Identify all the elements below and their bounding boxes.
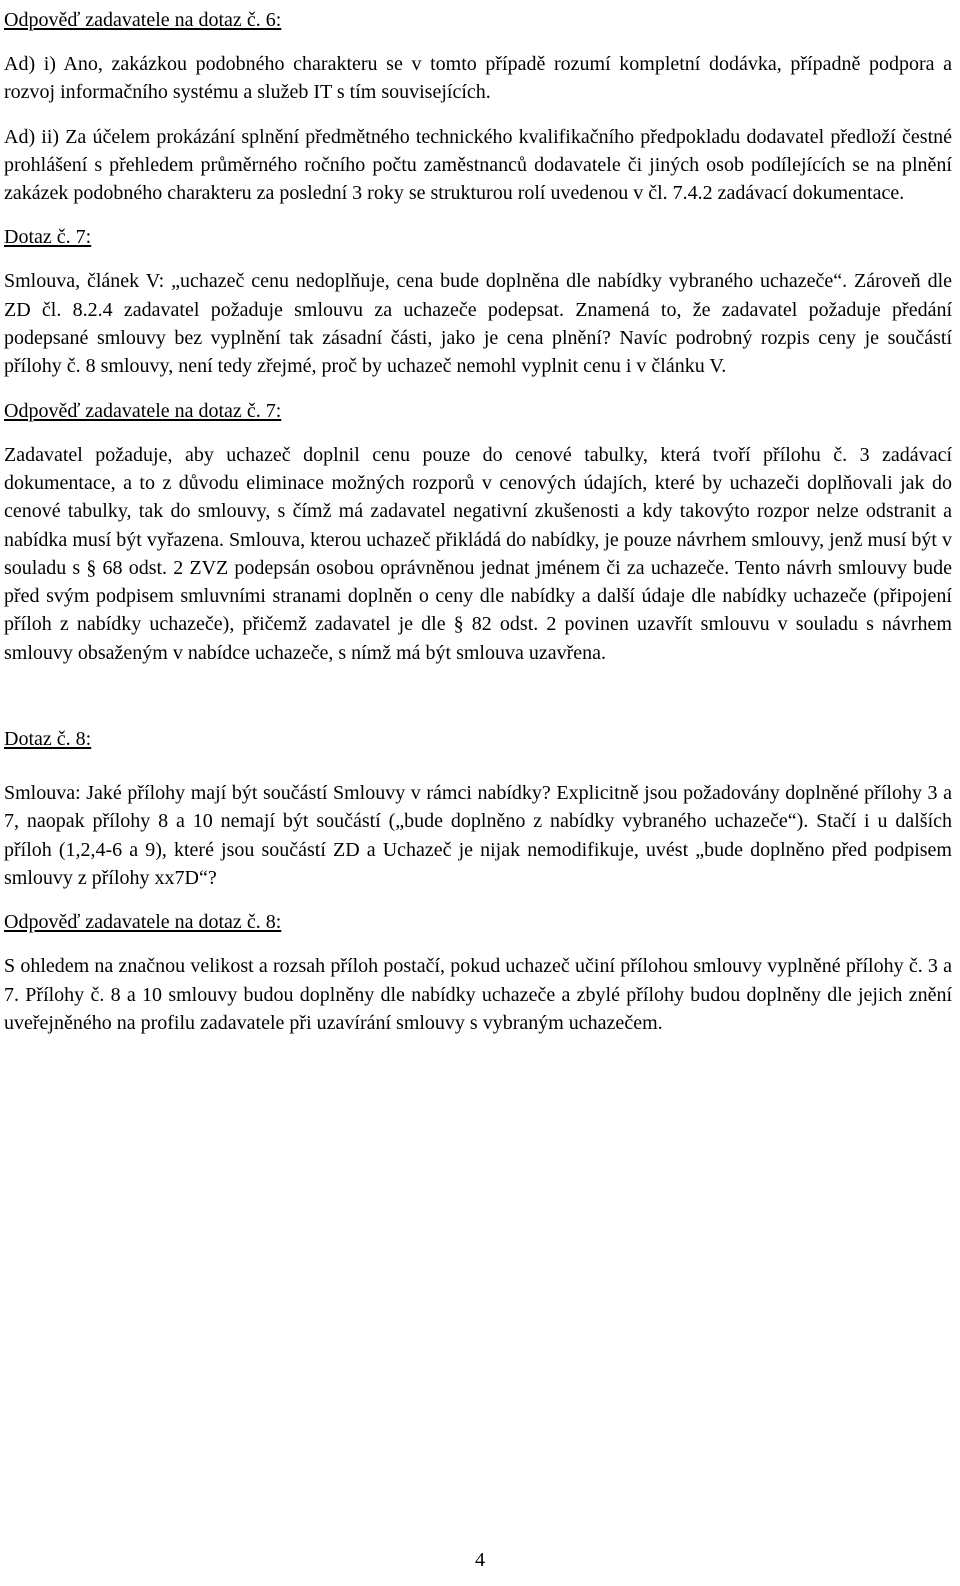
answer-6-heading: Odpověď zadavatele na dotaz č. 6:: [4, 9, 282, 31]
document-page: [4, 6, 952, 1037]
answer-6-paragraph-2: Ad) ii) Za účelem prokázání splnění předmětného technického kvalifikačního předpokladu dodavatel předloží čestné prohlášení s přehledem průměrného ročního počtu zaměstnanců dodavatele či jiných osob podílejících se na plnění zakázek podobného charakteru za poslední 3 roky se strukturou rolí uvedenou v čl. 7.4.2 zadávací dokumentace.: [4, 125, 952, 205]
answer-8-paragraph-1: S ohledem na značnou velikost a rozsah příloh postačí, pokud uchazeč učiní přílohou smlouvy vyplněné přílohy č. 3 a 7. Přílohy č. 8 a 10 smlouvy budou doplněny dle nabídky uchazeče a zbylé přílohy budou doplněny dle jejich znění uveřejněného na profilu zadavatele při uzavírání smlouvy s vybraným uchazečem.: [4, 955, 952, 1034]
question-8-heading: Dotaz č. 8:: [4, 728, 92, 751]
answer-8-heading: Odpověď zadavatele na dotaz č. 8:: [4, 911, 282, 934]
answer-6-paragraph-1: Ad) i) Ano, zakázkou podobného charakteru se v tomto případě rozumí kompletní dodávka, případně podpora a rozvoj informačního systému a služeb IT s tím souvisejících.: [4, 53, 952, 104]
answer-7-paragraph-1: Zadavatel požaduje, aby uchazeč doplnil cenu pouze do cenové tabulky, která tvoří přílohu č. 3 zadávací dokumentace, a to z důvodu eliminace možných rozporů v cenových údajích, které by uchazeči doplňovali jak do cenové tabulky, tak do smlouvy, s čímž má zadavatel negativní zkušenosti a kdy takovýto rozpor nelze odstranit a nabídka musí být vyřazena. Smlouva, kterou uchazeč přikládá do nabídky, je pouze návrhem smlouvy, jenž musí být v souladu s § 68 odst. 2 ZVZ podepsán osobou oprávněnou jednat jménem či za uchazeče. Tento návrh smlouvy bude před svým podpisem smluvními stranami doplněn o ceny dle nabídky a další údaje dle nabídky uchazeče (připojení příloh z nabídky uchazeče), přičemž zadavatel je dle § 82 odst. 2 povinen uzavřít smlouvu v souladu s návrhem smlouvy obsaženým v nabídce uchazeče, s nímž má být smlouva uzavřena.: [4, 443, 952, 664]
question-7-paragraph-1: Smlouva, článek V: „uchazeč cenu nedoplňuje, cena bude doplněna dle nabídky vybraného uchazeče“. Zároveň dle ZD čl. 8.2.4 zadavatel požaduje smlouvu za uchazeče podepsat. Znamená to, že zadavatel požaduje předání podepsané smlouvy bez vyplnění tak zásadní části, jako je cena plnění? Navíc podrobný rozpis ceny je součástí přílohy č. 8 smlouvy, není tedy zřejmé, proč by uchazeč nemohl vyplnit cenu i v článku V.: [4, 270, 952, 378]
question-8-paragraph-1: Smlouva: Jaké přílohy mají být součástí Smlouvy v rámci nabídky? Explicitně jsou požadovány doplněné přílohy 3 a 7, naopak přílohy 8 a 10 nemají být součástí („bude doplněno z nabídky vybraného uchazeče“). Stačí i u dalších příloh (1,2,4-6 a 9), které jsou součástí ZD a Uchazeč je nijak nemodifikuje, uvést „bude doplněno před podpisem smlouvy z přílohy xx7D“?: [4, 782, 952, 889]
answer-7-heading: Odpověď zadavatele na dotaz č. 7:: [4, 399, 282, 422]
question-7-heading: Dotaz č. 7:: [4, 226, 92, 249]
page-number: 4: [475, 1549, 485, 1571]
